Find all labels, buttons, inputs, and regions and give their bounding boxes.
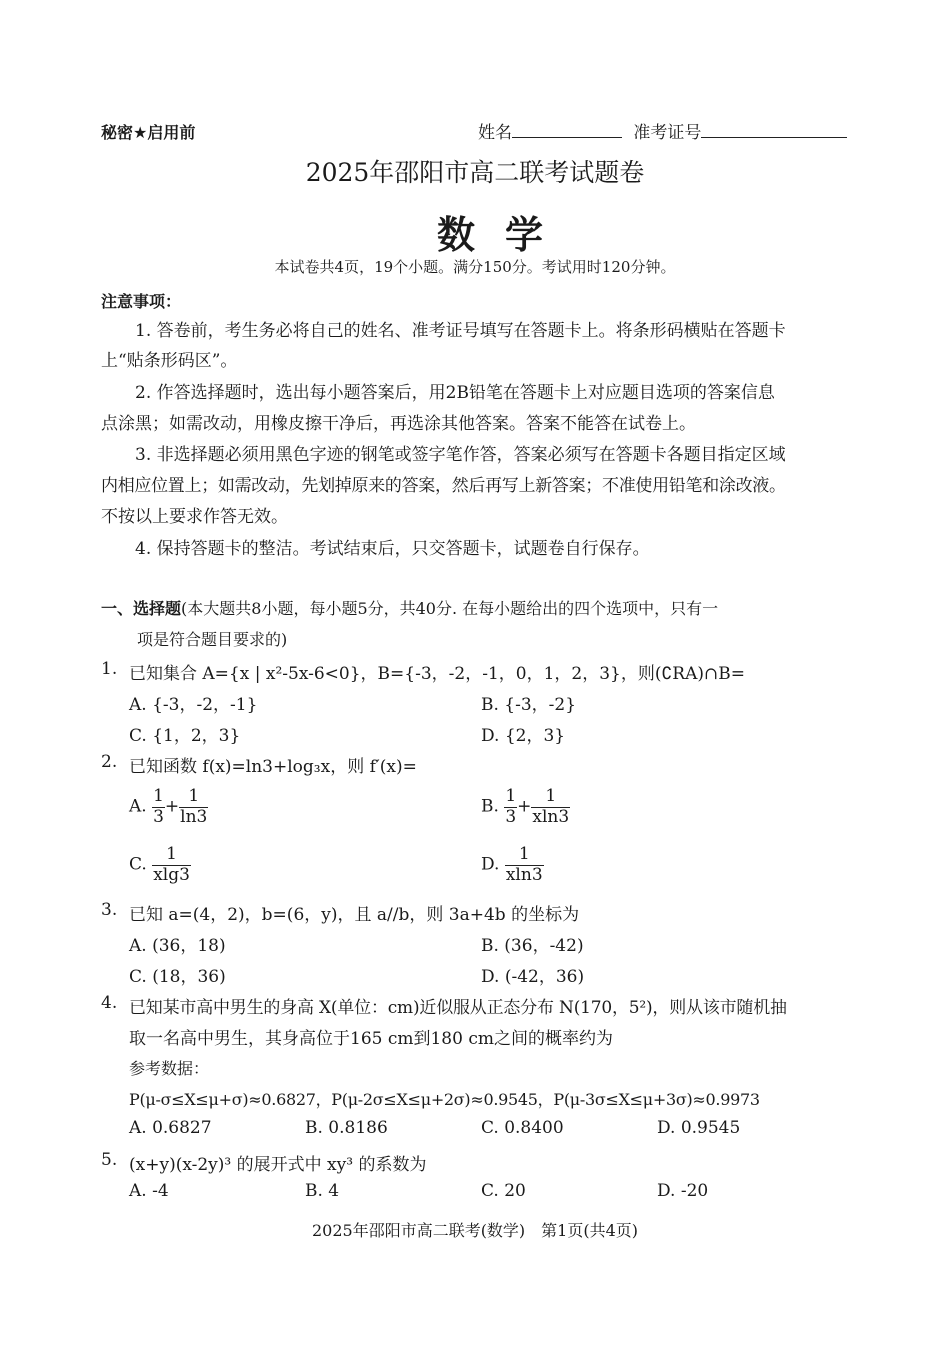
q2-d-label: D. [481, 854, 500, 875]
q1-option-b[interactable]: B. {-3，-2} [481, 695, 577, 715]
q4-option-b[interactable]: B. 0.8186 [305, 1118, 388, 1138]
q4-option-a[interactable]: A. 0.6827 [129, 1118, 212, 1138]
q4-line-2: 取一名高中男生，其身高位于165 cm到180 cm之间的概率约为 [129, 1029, 613, 1049]
notes-heading: 注意事项： [101, 292, 182, 311]
q5-option-a[interactable]: A. -4 [129, 1181, 169, 1201]
section1-desc-2: 项是符合题目要求的) [137, 630, 288, 649]
q2-number: 2. [101, 752, 118, 772]
note-1-line-1: 1. 答卷前，考生务必将自己的姓名、准考证号填写在答题卡上。将条形码横贴在答题卡 [135, 321, 786, 341]
q1-option-c[interactable]: C. {1，2，3} [129, 726, 241, 746]
q1-number: 1. [101, 659, 118, 679]
note-2-line-2: 点涂黑；如需改动，用橡皮擦干净后，再选涂其他答案。答案不能答在试卷上。 [101, 414, 696, 434]
exam-title: 2025年邵阳市高二联考试题卷 [305, 158, 645, 187]
q5-text: (x+y)(x-2y)³ 的展开式中 xy³ 的系数为 [129, 1155, 427, 1175]
section1-desc: (本大题共8小题，每小题5分，共40分. 在每小题给出的四个选项中，只有一 [181, 599, 719, 618]
section1-heading: 一、选择题 [101, 599, 182, 618]
note-1-line-2: 上“贴条形码区”。 [101, 351, 238, 371]
q2-a-label: A. [129, 796, 147, 817]
q3-option-c[interactable]: C. (18，36) [129, 967, 226, 987]
q5-option-b[interactable]: B. 4 [305, 1181, 340, 1201]
q2-c-label: C. [129, 854, 147, 875]
exam-info: 本试卷共4页，19个小题。满分150分。考试用时120分钟。 [274, 258, 676, 276]
q1-option-a[interactable]: A. {-3，-2，-1} [129, 695, 258, 715]
name-blank[interactable] [512, 121, 622, 138]
q1-text: 已知集合 A={x | x²-5x-6<0}，B={-3，-2，-1，0，1，2，3}，则(∁RA)∩B= [129, 664, 746, 684]
q5-option-c[interactable]: C. 20 [481, 1181, 526, 1201]
q2-a-frac-2: $\frac{1}{\ln 3}$ [180, 786, 208, 827]
q2-option-b[interactable]: B. $\frac{1}{3}$ + $\frac{1}{xln3}$ [481, 786, 570, 827]
q3-option-d[interactable]: D. (-42，36) [481, 967, 585, 987]
note-3-line-3: 不按以上要求作答无效。 [101, 507, 288, 527]
id-blank[interactable] [701, 121, 847, 138]
q3-text: 已知 a=(4，2)，b=(6，y)，且 a//b，则 3a+4b 的坐标为 [129, 905, 580, 925]
secret-label: 秘密★启用前 [101, 123, 196, 142]
note-3-line-1: 3. 非选择题必须用黑色字迹的钢笔或签字笔作答，答案必须写在答题卡各题目指定区域 [135, 445, 786, 465]
q2-d-frac: $\frac{1}{xln3}$ [505, 844, 543, 885]
q4-option-c[interactable]: C. 0.8400 [481, 1118, 564, 1138]
note-2-line-1: 2. 作答选择题时，选出每小题答案后，用2B铅笔在答题卡上对应题目选项的答案信息 [135, 383, 775, 403]
q3-option-a[interactable]: A. (36，18) [129, 936, 226, 956]
q2-text: 已知函数 f(x)=ln3+log₃x，则 f′(x)= [129, 757, 417, 777]
id-label: 准考证号 [633, 123, 702, 143]
q2-b-label: B. [481, 796, 499, 817]
q2-option-a[interactable]: A. $\frac{1}{3}$ + $\frac{1}{\ln 3}$ [129, 786, 208, 827]
q5-number: 5. [101, 1150, 118, 1170]
q2-c-frac: $\frac{1}{xlg3}$ [153, 844, 190, 885]
q4-option-d[interactable]: D. 0.9545 [657, 1118, 741, 1138]
name-field-row [478, 118, 847, 143]
q2-a-frac-1: $\frac{1}{3}$ [153, 786, 164, 827]
q4-line-1: 已知某市高中男生的身高 X(单位：cm)近似服从正态分布 N(170，5²)，则从该市随机抽 [129, 998, 787, 1018]
q5-option-d[interactable]: D. -20 [657, 1181, 709, 1201]
note-3-line-2: 内相应位置上；如需改动，先划掉原来的答案，然后再写上新答案；不准使用铅笔和涂改液。 [101, 476, 786, 496]
q2-option-c[interactable] [129, 845, 191, 885]
q3-option-b[interactable]: B. (36，-42) [481, 936, 584, 956]
q2-b-frac-2: $\frac{1}{xln3}$ [532, 786, 570, 827]
subject-title: 数学 [436, 213, 573, 257]
note-4-line-1: 4. 保持答题卡的整洁。考试结束后，只交答题卡，试题卷自行保存。 [135, 539, 650, 559]
q2-option-d[interactable] [481, 845, 544, 885]
q4-number: 4. [101, 993, 118, 1013]
name-label: 姓名 [478, 123, 512, 143]
page-footer: 2025年邵阳市高二联考(数学) 第1页(共4页) [311, 1221, 639, 1240]
q3-number: 3. [101, 900, 118, 920]
q1-option-d[interactable]: D. {2，3} [481, 726, 566, 746]
q4-ref-data: P(μ-σ≤X≤μ+σ)≈0.6827，P(μ-2σ≤X≤μ+2σ)≈0.9545，P(μ-3σ≤X≤μ+3σ)≈0.9973 [129, 1090, 760, 1109]
section1-line-1 [101, 596, 718, 619]
q4-ref-label: 参考数据： [129, 1059, 210, 1078]
q2-b-frac-1: $\frac{1}{3}$ [505, 786, 517, 827]
